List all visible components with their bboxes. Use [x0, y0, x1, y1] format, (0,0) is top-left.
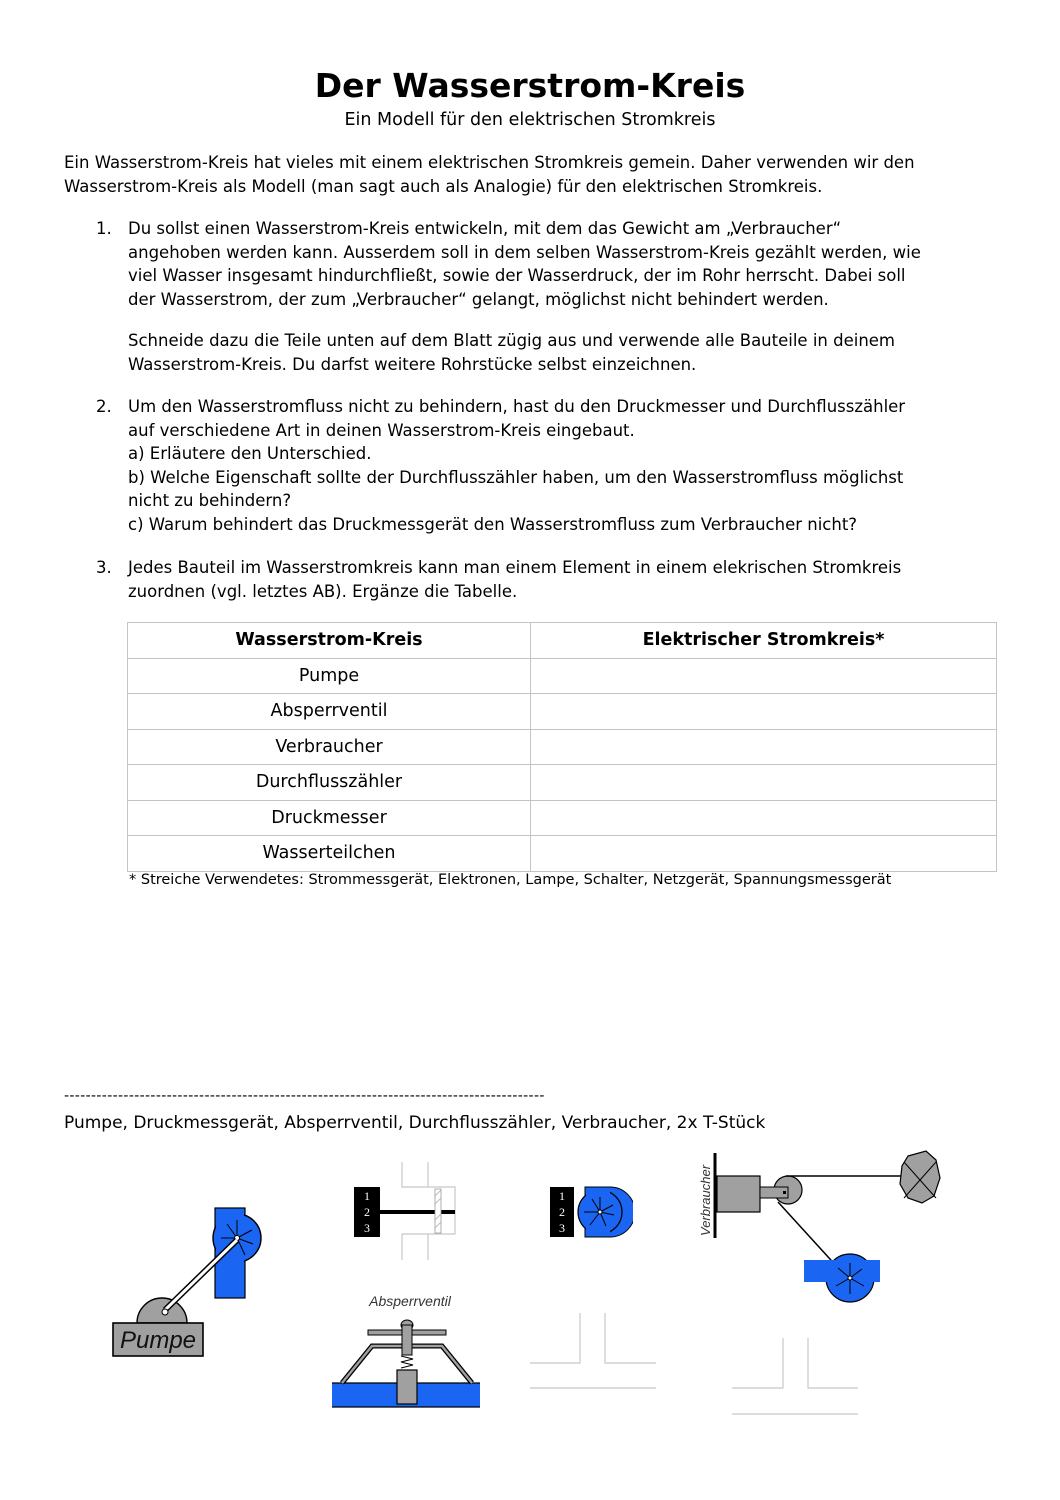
- table-row: [128, 658, 997, 694]
- task-1: [64, 217, 1004, 376]
- text-line: der Wasserstrom, der zum „Verbraucher“ gelangt, möglichst nicht behindert werden.: [128, 289, 829, 309]
- table-row: [128, 800, 997, 836]
- electric-answer-cell[interactable]: [531, 836, 997, 872]
- water-cell: Absperrventil: [128, 694, 531, 730]
- svg-text:1: 1: [559, 1189, 565, 1203]
- t-piece-figure-2: [730, 1335, 862, 1417]
- column-header-water: Wasserstrom-Kreis: [128, 623, 531, 659]
- electric-answer-cell[interactable]: [531, 729, 997, 765]
- water-cell: Pumpe: [128, 658, 531, 694]
- parts-list: Pumpe, Druckmessgerät, Absperrventil, Durchflusszähler, Verbraucher, 2x T-Stück: [64, 1113, 766, 1133]
- task-3-text: [128, 556, 998, 603]
- pump-figure: [105, 1200, 275, 1370]
- consumer-label: Verbraucher: [698, 1164, 713, 1236]
- consumer-figure: [690, 1148, 950, 1313]
- task-1-paragraph-1: [128, 217, 998, 311]
- electric-answer-cell[interactable]: [531, 765, 997, 801]
- page-subtitle: Ein Modell für den elektrischen Stromkreis: [344, 110, 716, 130]
- intro-line: Ein Wasserstrom-Kreis hat vieles mit einem elektrischen Stromkreis gemein. Daher verwenden wir den: [64, 153, 915, 172]
- subquestion-c: c) Warum behindert das Druckmessgerät den Wasserstromfluss zum Verbraucher nicht?: [128, 514, 858, 534]
- consumer-wheel-icon: [804, 1254, 880, 1302]
- page-title: Der Wasserstrom-Kreis: [314, 66, 746, 105]
- table-row: [128, 836, 997, 872]
- column-header-electric: Elektrischer Stromkreis*: [531, 623, 997, 659]
- svg-text:2: 2: [559, 1205, 565, 1219]
- table-row: [128, 729, 997, 765]
- water-cell: Wasserteilchen: [128, 836, 531, 872]
- water-cell: Verbraucher: [128, 729, 531, 765]
- electric-answer-cell[interactable]: [531, 800, 997, 836]
- gauge-scale-icon: [354, 1187, 380, 1237]
- flow-meter-figure: [548, 1185, 633, 1245]
- pressure-gauge-figure: [350, 1160, 465, 1265]
- subquestion-a: a) Erläutere den Unterschied.: [128, 444, 372, 463]
- t-piece-figure-1: [528, 1310, 660, 1390]
- text-line: auf verschiedene Art in deinen Wasserstrom-Kreis eingebaut.: [128, 420, 635, 440]
- text-line: viel Wasser insgesamt hindurchfließt, sowie der Wasserdruck, der im Rohr herrscht. Dabei soll: [128, 266, 906, 285]
- svg-text:2: 2: [364, 1205, 370, 1219]
- svg-text:3: 3: [364, 1221, 370, 1235]
- water-cell: Druckmesser: [128, 800, 531, 836]
- task-number: 3.: [96, 558, 112, 577]
- valve-label: Absperrventil: [369, 1293, 451, 1309]
- analogy-table: [127, 622, 997, 872]
- cut-line: -----------------------------------------------------------------------------------------: [64, 1088, 545, 1104]
- text-line: nicht zu behindern?: [128, 491, 292, 510]
- text-line: Schneide dazu die Teile unten auf dem Blatt zügig aus und verwende alle Bauteile in deinem: [128, 331, 896, 350]
- text-line: Jedes Bauteil im Wasserstromkreis kann man einem Element in einem elekrischen Stromkreis: [128, 558, 902, 577]
- table-row: [128, 694, 997, 730]
- intro-paragraph: [64, 151, 1004, 199]
- task-1-paragraph-2: [128, 329, 998, 376]
- task-number: 2.: [96, 397, 112, 416]
- subquestion-b: b) Welche Eigenschaft sollte der Durchflusszähler haben, um den Wasserstromfluss möglichst: [128, 467, 904, 487]
- water-cell: Durchflusszähler: [128, 765, 531, 801]
- svg-text:3: 3: [559, 1221, 565, 1235]
- task-number: 1.: [96, 219, 112, 238]
- electric-answer-cell[interactable]: [531, 694, 997, 730]
- text-line: Wasserstrom-Kreis. Du darfst weitere Rohrstücke selbst einzeichnen.: [128, 354, 697, 374]
- flow-wheel-icon: [578, 1187, 633, 1237]
- table-row: [128, 765, 997, 801]
- electric-answer-cell[interactable]: [531, 658, 997, 694]
- task-3: [64, 556, 1004, 603]
- svg-text:1: 1: [364, 1189, 370, 1203]
- intro-line: Wasserstrom-Kreis als Modell (man sagt auch als Analogie) für den elektrischen Stromkreis.: [64, 177, 823, 196]
- text-line: zuordnen (vgl. letztes AB). Ergänze die Tabelle.: [128, 581, 518, 601]
- text-line: angehoben werden kann. Ausserdem soll in dem selben Wasserstrom-Kreis gezählt werden, wie: [128, 242, 921, 262]
- task-2-text: [128, 395, 998, 536]
- shutoff-valve-figure: [330, 1288, 490, 1413]
- table-footnote: * Streiche Verwendetes: Strommessgerät, Elektronen, Lampe, Schalter, Netzgerät, Spannungsmessgerät: [129, 872, 892, 888]
- text-line: Du sollst einen Wasserstrom-Kreis entwickeln, mit dem das Gewicht am „Verbraucher“: [128, 219, 842, 238]
- weight-icon: [900, 1151, 940, 1203]
- pump-label: Pumpe: [119, 1327, 197, 1354]
- table-header-row: [128, 623, 997, 659]
- text-line: Um den Wasserstromfluss nicht zu behindern, hast du den Druckmesser und Durchflusszähler: [128, 397, 906, 416]
- task-2: [64, 395, 1004, 536]
